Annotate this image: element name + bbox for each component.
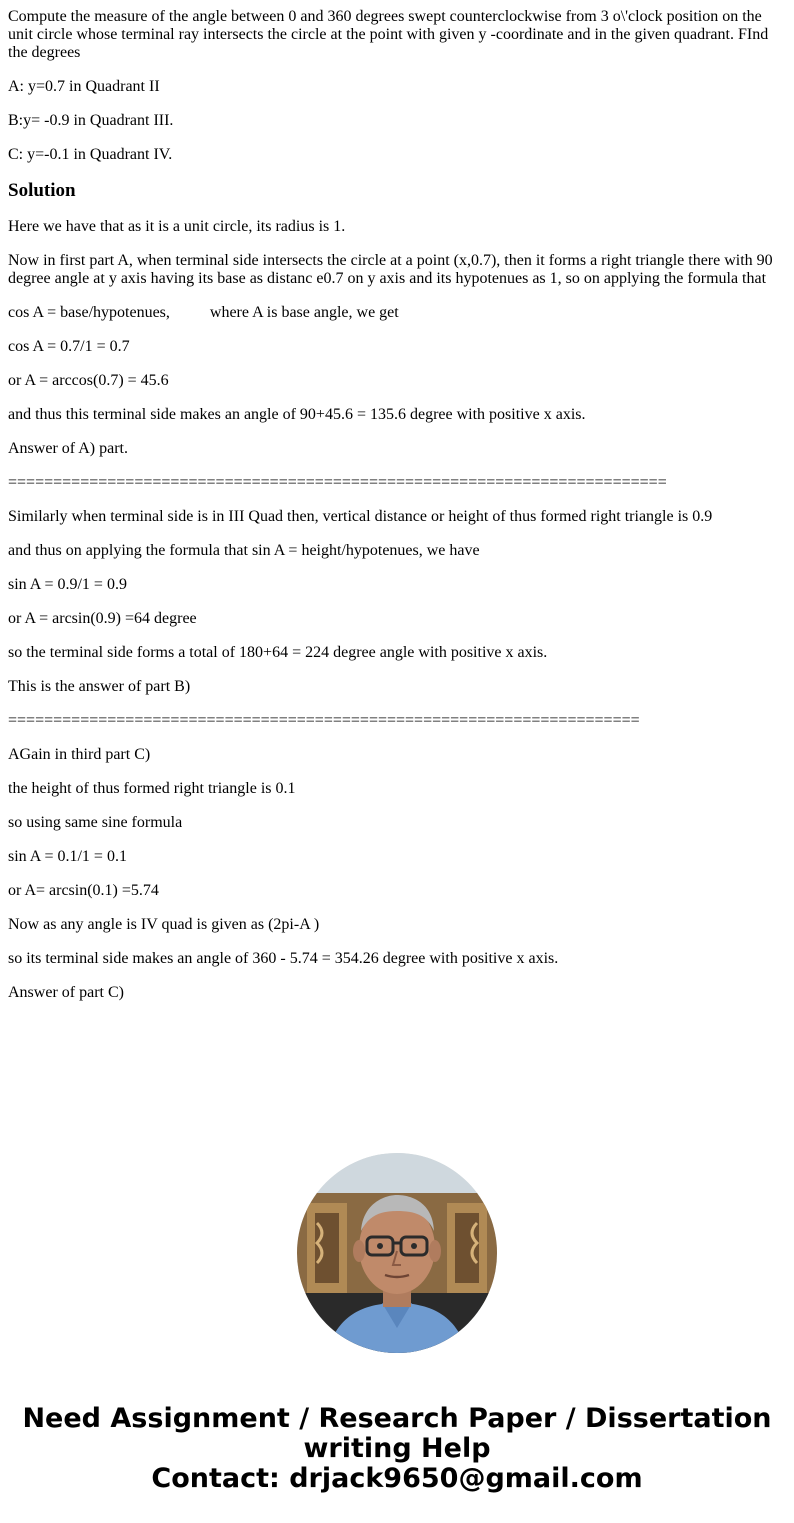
question-part-c: C: y=-0.1 in Quadrant IV. [8, 146, 173, 163]
solution-line: cos A = 0.7/1 = 0.7 [8, 338, 130, 355]
footer-line-2: writing Help [303, 1433, 491, 1464]
footer-banner [0, 1404, 794, 1494]
solution-line: This is the answer of part B) [8, 678, 191, 695]
solution-line: sin A = 0.1/1 = 0.1 [8, 848, 127, 865]
solution-line: Answer of part C) [8, 984, 124, 1001]
solution-line: or A= arcsin(0.1) =5.74 [8, 882, 159, 899]
solution-line: so using same sine formula [8, 814, 183, 831]
solution-line: so its terminal side makes an angle of 360 - 5.74 = 354.26 degree with positive x axis. [8, 950, 559, 967]
document-body [8, 8, 786, 1018]
solution-line: Now in first part A, when terminal side intersects the circle at a point (x,0.7), then it forms a right triangle there with 90 degree angle at y axis having its base as distanc e0.7 on y axis and its hypotenues as 1, so on applying the formula that [8, 252, 777, 287]
footer-line-1: Need Assignment / Research Paper / Dissertation [22, 1403, 772, 1434]
solution-line: so the terminal side forms a total of 180+64 = 224 degree angle with positive x axis. [8, 644, 548, 661]
solution-line: Answer of A) part. [8, 440, 128, 457]
solution-line: and thus on applying the formula that sin A = height/hypotenues, we have [8, 542, 480, 559]
solution-line: sin A = 0.9/1 = 0.9 [8, 576, 127, 593]
footer-contact: Contact: drjack9650@gmail.com [151, 1463, 643, 1494]
author-portrait [297, 1153, 497, 1353]
solution-line: or A = arcsin(0.9) =64 degree [8, 610, 197, 627]
solution-heading: Solution [8, 180, 76, 201]
section-divider: ========================================================================= [8, 474, 667, 491]
solution-line: Now as any angle is IV quad is given as (2pi-A ) [8, 916, 320, 933]
solution-line: Similarly when terminal side is in III Quad then, vertical distance or height of thus formed right triangle is 0.9 [8, 508, 713, 525]
solution-line: the height of thus formed right triangle is 0.1 [8, 780, 296, 797]
solution-line: or A = arccos(0.7) = 45.6 [8, 372, 169, 389]
solution-line: Here we have that as it is a unit circle, its radius is 1. [8, 218, 346, 235]
author-avatar [297, 1153, 497, 1353]
question-part-b: B:y= -0.9 in Quadrant III. [8, 112, 174, 129]
solution-line: and thus this terminal side makes an angle of 90+45.6 = 135.6 degree with positive x axis. [8, 406, 586, 423]
solution-line: cos A = base/hypotenues, where A is base angle, we get [8, 304, 399, 321]
section-divider: ====================================================================== [8, 712, 640, 729]
question-prompt: Compute the measure of the angle between 0 and 360 degrees swept counterclockwise from 3 o\'clock position on the unit circle whose terminal ray intersects the circle at the point with given y -coordinate and in the given quadrant. FInd the degrees [8, 8, 773, 61]
solution-line: AGain in third part C) [8, 746, 151, 763]
question-part-a: A: y=0.7 in Quadrant II [8, 78, 160, 95]
